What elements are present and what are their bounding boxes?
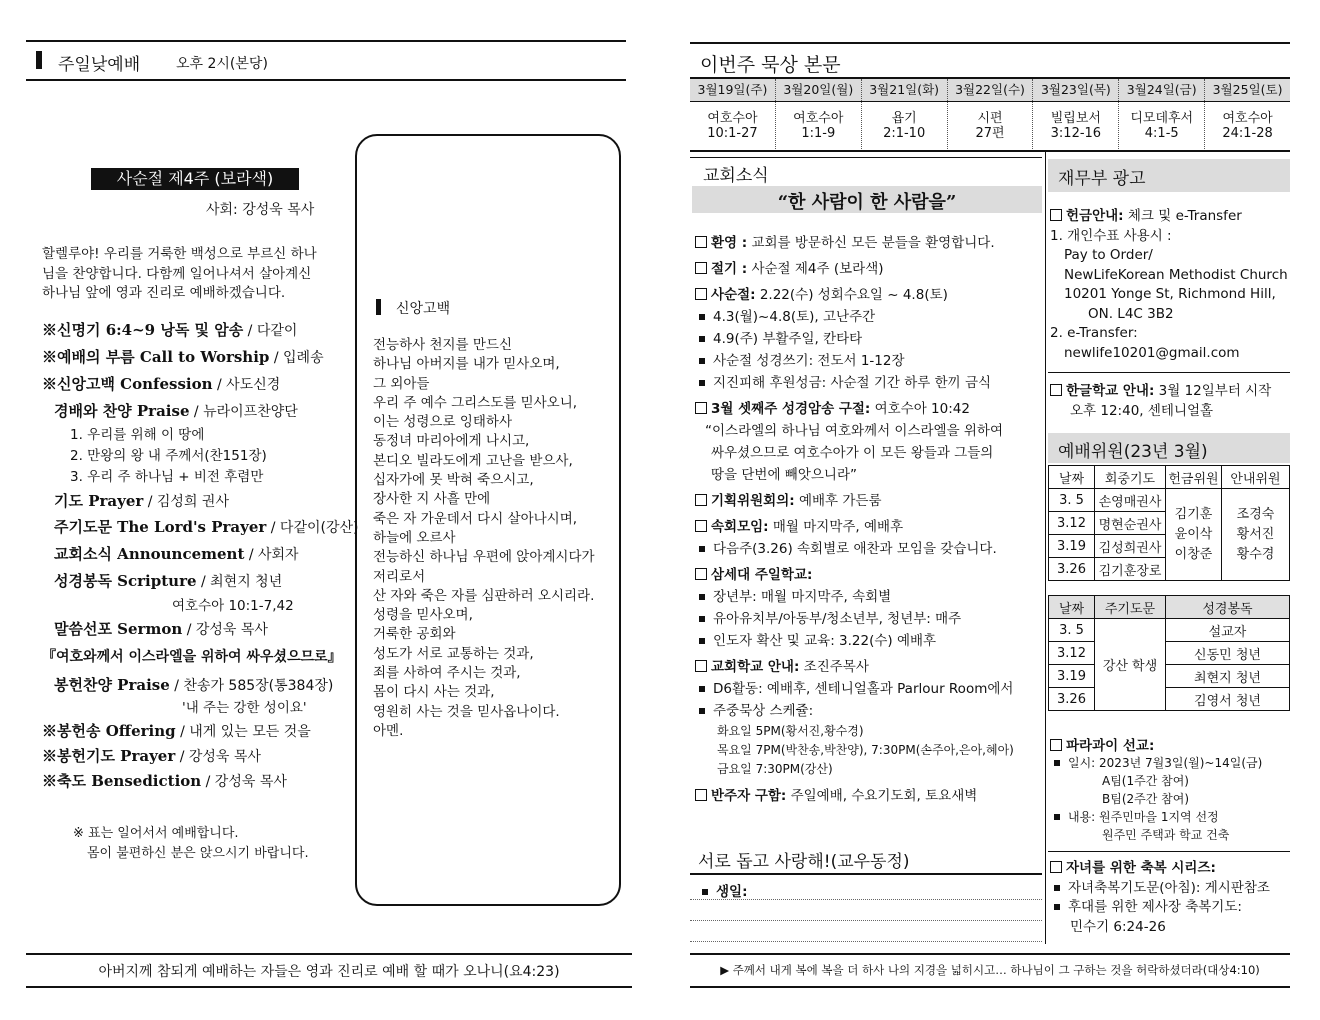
order-item: 성경봉독 Scripture / 최현지 청년 (54, 572, 283, 590)
checkbox-icon (695, 262, 707, 274)
header-marker (36, 51, 42, 69)
committee-title: 예배위원(23년 3월) (1058, 442, 1208, 462)
bullet-icon (699, 380, 705, 386)
meditation-day: 3월22일(수) 시편 27편 (948, 79, 1034, 149)
news-title: 교회소식 (703, 166, 769, 186)
dotted-line (690, 899, 1042, 900)
bullet-icon (1054, 904, 1060, 910)
hymn-line: '내 주는 강한 성이요' (182, 700, 307, 716)
order-item: 봉헌찬양 Praise / 찬송가 585장(통384장) (54, 676, 334, 694)
order-item: ※축도 Bensediction / 강성욱 목사 (42, 772, 287, 790)
dotted-line (690, 920, 1042, 921)
bullet-icon (702, 889, 708, 895)
checkbox-icon (1050, 209, 1062, 221)
order-item: 주기도문 The Lord's Prayer / 다같이(강산) (54, 518, 359, 536)
creed-title: 신앙고백 (396, 301, 451, 317)
meditation-day: 3월24일(금) 디모데후서 4:1-5 (1119, 79, 1205, 149)
bullet-icon (699, 314, 705, 320)
creed-text: 전능하사 천지를 만드신 하나님 아버지를 내가 믿사오며, 그 외아들 우리 주 예수 그리스도를 믿사오니, 이는 성령으로 잉태하사 동정녀 마리아에게 나시고, 본디오 빌라도에게 고난을 받으사, 십자가에 못 박혀 죽으시고, 장사한 지 사흘 만에 죽은 자 가운데서 다시 살아나시며, 하늘에 오르사 전능하신 하나님 우편에 앉아계시다가 저리로서 산 자와 죽은 자를 심판하러 오시리라. 성령을 믿사오며, 거룩한 공회와 성도가 서로 교통하는 것과, 죄를 사하여 주시는 것과, 몸이 다시 사는 것과, 영원히 사는 것을 믿사옵나이다. 아멘. (373, 337, 595, 739)
order-item: 기도 Prayer / 김성희 권사 (54, 492, 229, 510)
left-footer: 아버지께 참되게 예배하는 자들은 영과 진리로 예배 할 때가 오나니(요4:23) (98, 964, 560, 980)
meditation-day: 3월19일(주) 여호수아 10:1-27 (690, 79, 776, 149)
checkbox-icon (1050, 384, 1062, 396)
bullet-icon (699, 708, 705, 714)
bullet-icon (1054, 760, 1060, 766)
checkbox-icon (695, 288, 707, 300)
bullet-icon (699, 336, 705, 342)
order-item: 교회소식 Announcement / 사회자 (54, 545, 299, 563)
checkbox-icon (695, 660, 707, 672)
checkbox-icon (695, 236, 707, 248)
committee-table: 날짜 회중기도 헌금위원 안내위원 3. 5 손영매권사 김기훈 윤이삭 이창준 조경숙 황서진 황수경 3.12 명현순권사 3.19 김성희권사 3.26 김기훈장로 (1048, 465, 1290, 581)
fellowship-title: 서로 돕고 사랑해!(교우동정) (698, 852, 910, 872)
meditation-day: 3월20일(월) 여호수아 1:1-9 (776, 79, 862, 149)
right-footer: ▶ 주께서 내게 복에 복을 더 하사 나의 지경을 넓히시고… 하나님이 그 구하는 것을 허락하셨더라(대상4:10) (720, 963, 1260, 977)
checkbox-icon (695, 494, 707, 506)
scripture-ref: 여호수아 10:1-7,42 (172, 598, 294, 614)
dotted-line (690, 941, 1042, 942)
intro-text: 할렐루야! 우리를 거룩한 백성으로 부르신 하나 님을 찬양합니다. 다함께 일어나셔서 살아계신 하나님 앞에 영과 진리로 예배하겠습니다. (42, 246, 317, 301)
order-item: 경배와 찬양 Praise / 뉴라이프찬양단 (54, 402, 298, 420)
order-item: ※신명기 6:4~9 낭독 및 암송 / 다같이 (42, 321, 298, 339)
meditation-title: 이번주 묵상 본문 (700, 54, 841, 76)
worship-time: 오후 2시(본당) (176, 56, 268, 72)
order-item: ※봉헌기도 Prayer / 강성욱 목사 (42, 747, 261, 765)
meditation-day: 3월23일(목) 빌립보서 3:12-16 (1033, 79, 1119, 149)
bullet-icon (699, 638, 705, 644)
meditation-day: 3월25일(토) 여호수아 24:1-28 (1212, 82, 1283, 141)
checkbox-icon (695, 520, 707, 532)
bullet-icon (699, 546, 705, 552)
checkbox-icon (695, 789, 707, 801)
lent-title: 사순절 제4주 (보라색) (91, 168, 299, 190)
checkbox-icon (1050, 739, 1062, 751)
meditation-day: 3월21일(화) 욥기 2:1-10 (862, 79, 948, 149)
order-item: ※예배의 부름 Call to Worship / 입례송 (42, 348, 324, 366)
sermon-title: 『여호와께서 이스라엘을 위하여 싸우셨으므로』 (42, 649, 342, 665)
presider: 사회: 강성욱 목사 (206, 202, 315, 218)
birthday: 생일: (698, 880, 747, 900)
bullet-icon (699, 686, 705, 692)
bullet-icon (699, 594, 705, 600)
meditation-table (690, 79, 1290, 149)
standing-note: ※ 표는 일어서서 예배합니다. 몸이 불편하신 분은 앉으시기 바랍니다. (73, 826, 309, 861)
children-blessing: 자녀를 위한 축복 시리즈: 자녀축복기도문(아침): 게시판참조 후대를 위한 제사장 축복기도: 민수기 6:24-26 (1050, 859, 1270, 937)
hangul-school: 한글학교 안내: 3월 12일부터 시작 오후 12:40, 센테니얼홀 (1050, 381, 1271, 421)
creed-marker (376, 299, 381, 315)
order-item: ※신앙고백 Confession / 사도신경 (42, 375, 281, 393)
checkbox-icon (695, 568, 707, 580)
mission-info: 일시: 2023년 7월3일(월)~14일(금) A팀(1주간 참여) B팀(2주간 참여) 내용: 원주민마을 1지역 선정 원주민 주택과 학교 건축 (1054, 754, 1262, 844)
order-item: ※봉헌송 Offering / 내게 있는 모든 것을 (42, 722, 311, 740)
worship-title: 주일낮예배 (58, 55, 141, 75)
bullet-icon (699, 616, 705, 622)
bullet-icon (1054, 885, 1060, 891)
reading-table: 날짜 주기도문 성경봉독 3. 5 강산 학생 설교자 3.12 신동민 청년 3.19 최현지 청년 3.26 김영서 청년 (1048, 595, 1290, 711)
news-list: 환영 : 교회를 방문하신 모든 분들을 환영합니다. 절기 : 사순절 제4주 (보라색) 사순절: 2.22(수) 성회수요일 ~ 4.8(토) 4.3(월)~4.8(토), 고난주간 4.9(주) 부활주일, 칸타타 사순절 성경쓰기: 전도서 1-12장 지진피해 후원성금: 사순절 기간 하루 한끼 금식 3월 셋째주 성경암송 구절: 여호수아 10:42 “이스라엘의 하나님 여호와께서 이스라엘을 위하여 싸우셨으므로 여호수아가 이 모든 왕들과 그들의 땅을 단번에 빼앗으니라” 기획위원회의: 예배후 가든룸 속회모임: 매월 마지막주, 예배후 다음주(3.26) 속회별로 애찬과 모임을 갖습니다. 삼세대 주일학교: 장년부: 매월 마지막주, 속회별 유아유치부/아동부/청소년부, 청년부: 매주 인도자 확산 및 교육: 3.22(수) 예배후 교회학교 안내: 조진주목사 D6활동: 예배후, 센테니얼홀과 Parlour Room에서 주중묵상 스케쥴: 화요일 5PM(황서진,황수경) 목요일 7PM(박찬송,박찬양), 7:30PM(손주아,은아,혜아) 금요일 7:30PM(강산) 반주자 구함: 주일예배, 수요기도회, 토요새벽 (695, 232, 1014, 807)
bullet-icon (699, 358, 705, 364)
bullet-icon (1054, 814, 1060, 820)
slogan: “한 사람이 한 사람을” (777, 192, 957, 213)
mission-title: 파라과이 선교: (1050, 734, 1154, 754)
finance-title: 재무부 광고 (1058, 169, 1146, 189)
order-item: 말씀선포 Sermon / 강성욱 목사 (54, 620, 268, 638)
praise-songs: 1. 우리를 위해 이 땅에 2. 만왕의 왕 내 주께서(찬151장) 3. 우리 주 하나님 + 비전 후렴만 (70, 427, 267, 485)
checkbox-icon (1050, 861, 1062, 873)
checkbox-icon (695, 402, 707, 414)
finance-info: 헌금안내: 체크 및 e-Transfer 1. 개인수표 사용시 : Pay to Order/ NewLifeKorean Methodist Church 10201 Yonge St, Richmond Hill, ON. L4C 3B2 2. e-Transfer: newlife10201@gmail.com (1050, 208, 1288, 361)
